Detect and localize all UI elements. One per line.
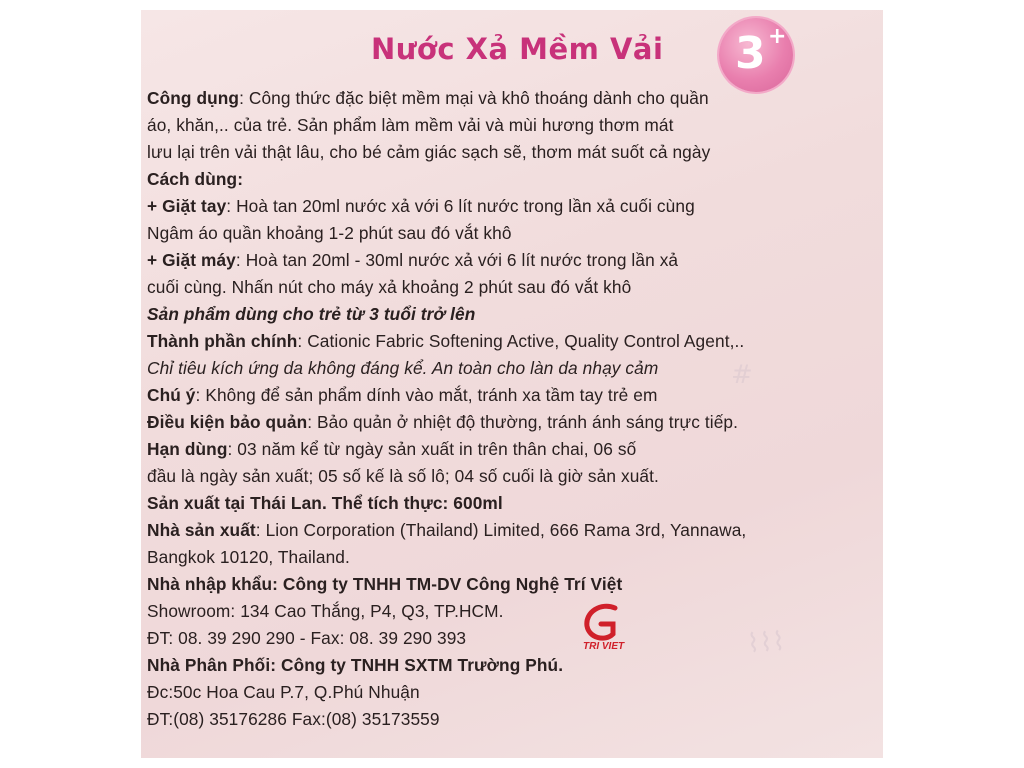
product-label [141,10,883,758]
machine-wash-line-2: cuối cùng. Nhấn nút cho máy xả khoảng 2 phút sau đó vắt khô [147,277,632,297]
caution-line: Chú ý: Không để sản phẩm dính vào mắt, tránh xa tầm tay trẻ em [147,385,658,405]
distributor-address-line: Đc:50c Hoa Cau P.7, Q.Phú Nhuận [147,682,420,702]
origin-volume-line: Sản xuất tại Thái Lan. Thể tích thực: 600ml [147,493,503,513]
expiry-line-1: Hạn dùng: 03 năm kể từ ngày sản xuất in trên thân chai, 06 số [147,439,637,459]
hand-wash-line-1: + Giặt tay: Hoà tan 20ml nước xả với 6 lít nước trong lần xả cuối cùng [147,196,695,216]
irritation-note: Chỉ tiêu kích ứng da không đáng kể. An toàn cho làn da nhạy cảm [147,358,659,378]
usage-line-1: Công dụng: Công thức đặc biệt mềm mại và khô thoáng dành cho quần [147,88,709,108]
usage-line-3: lưu lại trên vải thật lâu, cho bé cảm giác sạch sẽ, thơm mát suốt cả ngày [147,142,711,162]
show-through-decoration: ⌇⌇⌇ [746,626,787,660]
storage-line: Điều kiện bảo quản: Bảo quản ở nhiệt độ thường, tránh ánh sáng trực tiếp. [147,412,739,432]
age-badge [719,18,793,92]
product-title: Nước Xả Mềm Vải [371,32,664,66]
importer-line: Nhà nhập khẩu: Công ty TNHH TM-DV Công Nghệ Trí Việt [147,574,623,594]
manufacturer-line-2: Bangkok 10120, Thailand. [147,547,350,567]
expiry-line-2: đầu là ngày sản xuất; 05 số kế là số lô; 04 số cuối là giờ sản xuất. [147,466,659,486]
distributor-line: Nhà Phân Phối: Công ty TNHH SXTM Trường Phú. [147,655,564,675]
hand-wash-line-2: Ngâm áo quần khoảng 1-2 phút sau đó vắt khô [147,223,512,243]
show-through-decoration: # [731,360,753,390]
importer-phone-line: ĐT: 08. 39 290 290 - Fax: 08. 39 290 393 [147,628,467,648]
machine-wash-line-1: + Giặt máy: Hoà tan 20ml - 30ml nước xả với 6 lít nước trong lần xả [147,250,679,270]
showroom-line: Showroom: 134 Cao Thắng, P4, Q3, TP.HCM. [147,601,504,621]
svg-text:TRI VIET: TRI VIET [583,641,625,652]
age-badge-plus: + [768,24,787,49]
directions-heading: Cách dùng: [147,169,244,189]
usage-line-2: áo, khăn,.. của trẻ. Sản phẩm làm mềm vải và mùi hương thơm mát [147,115,674,135]
age-badge-number: 3 [735,28,766,79]
tri-viet-logo-icon [579,600,629,652]
distributor-phone-line: ĐT:(08) 35176286 Fax:(08) 35173559 [147,709,440,729]
age-note: Sản phẩm dùng cho trẻ từ 3 tuổi trở lên [147,304,476,324]
ingredients-line: Thành phần chính: Cationic Fabric Softening Active, Quality Control Agent,.. [147,331,745,351]
manufacturer-line-1: Nhà sản xuất: Lion Corporation (Thailand) Limited, 666 Rama 3rd, Yannawa, [147,520,747,540]
